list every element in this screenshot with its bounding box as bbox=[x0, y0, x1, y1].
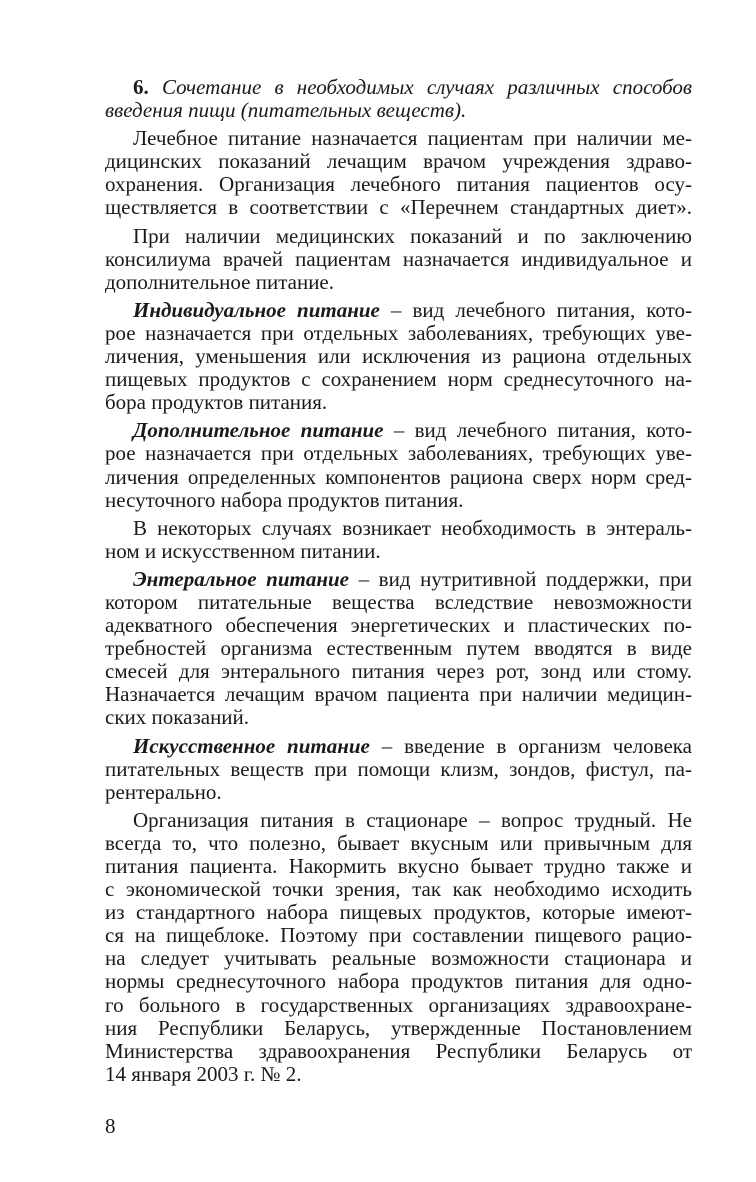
text-line: консилиума врачей пациентам назначается индивидуальное и bbox=[105, 246, 692, 271]
text-line: Министерства здравоохранения Республики Беларусь от bbox=[105, 1038, 692, 1063]
paragraph-artificial-nutrition bbox=[105, 735, 692, 804]
text-line: всегда то, что полезно, бывает вкусным или привычным для bbox=[105, 830, 692, 855]
text-line: питательных веществ при помощи клизм, зондов, фистул, па- bbox=[105, 756, 692, 781]
term: Искусственное питание bbox=[133, 733, 370, 758]
text-line: требностей организма естественным путем вводятся в виде bbox=[105, 636, 692, 661]
text-line: охранения. Организация лечебного питания пациентов осу- bbox=[105, 172, 692, 197]
text-line: 14 января 2003 г. № 2. bbox=[105, 1061, 302, 1086]
text-line: на следует учитывать реальные возможности стационара и bbox=[105, 946, 692, 971]
text-line: ся на пищеблоке. Поэтому при составлении пищевого рацио- bbox=[105, 923, 692, 948]
text-line: Назначается лечащим врачом пациента при наличии медицин- bbox=[105, 682, 692, 707]
text-line: ществляется в соответствии с «Перечнем стандартных диет». bbox=[105, 195, 692, 220]
text-line: ских показаний. bbox=[105, 705, 250, 730]
text-line: го больного в государственных организациях здравоохране- bbox=[105, 992, 692, 1017]
item-number: 6. bbox=[133, 75, 149, 99]
text-line: с экономической точки зрения, так как необходимо исходить bbox=[105, 877, 692, 902]
text-line: бора продуктов питания. bbox=[105, 390, 328, 415]
page-number: 8 bbox=[105, 1114, 116, 1138]
text-line: В некоторых случаях возникает необходимость в энтераль- bbox=[133, 515, 692, 540]
text-line: дицинских показаний лечащим врачом учреждения здраво- bbox=[105, 149, 692, 174]
paragraph bbox=[105, 127, 692, 219]
text-line: рое назначается при отдельных заболеваниях, требующих уве- bbox=[105, 441, 692, 466]
text-line: 6. Сочетание в необходимых случаях различных способов bbox=[133, 75, 692, 99]
term: Энтеральное питание bbox=[133, 566, 349, 591]
text-line: котором питательные вещества вследствие невозможности bbox=[105, 589, 692, 614]
text-line: адекватного обеспечения энергетических и пластических по- bbox=[105, 613, 692, 638]
text-line: из стандартного набора пищевых продуктов, которые имеют- bbox=[105, 900, 692, 925]
text-line: Дополнительное питание – вид лечебного питания, кото- bbox=[133, 418, 692, 443]
text-line: Организация питания в стационаре – вопрос трудный. Не bbox=[133, 807, 692, 832]
text-line: Энтеральное питание – вид нутритивной поддержки, при bbox=[133, 566, 692, 591]
text-line: Лечебное питание назначается пациентам при наличии ме- bbox=[133, 126, 692, 151]
paragraph bbox=[105, 225, 692, 294]
term: Индивидуальное питание bbox=[133, 297, 380, 322]
text-line: Индивидуальное питание – вид лечебного питания, кото- bbox=[133, 297, 692, 322]
text-line: дополнительное питание. bbox=[105, 269, 335, 294]
text-line: нормы среднесуточного набора продуктов питания для одно- bbox=[105, 969, 692, 994]
text-line: рое назначается при отдельных заболеваниях, требующих уве- bbox=[105, 320, 692, 345]
text-line: питания пациента. Накормить вкусно бывает трудно также и bbox=[105, 854, 692, 878]
paragraph bbox=[105, 517, 692, 563]
page-body bbox=[105, 76, 692, 1086]
term: Дополнительное питание bbox=[133, 418, 384, 443]
text-line: несуточного набора продуктов питания. bbox=[105, 487, 464, 512]
text-line: смесей для энтерального питания через рот, зонд или стому. bbox=[105, 659, 692, 684]
text-line: рентерально. bbox=[105, 779, 222, 804]
text-line: ния Республики Беларусь, утвержденные Постановлением bbox=[105, 1015, 692, 1040]
paragraph-enteral-nutrition bbox=[105, 568, 692, 730]
text-line: Искусственное питание – введение в организм человека bbox=[133, 733, 692, 758]
paragraph-item-6 bbox=[105, 76, 692, 122]
paragraph-additional-nutrition bbox=[105, 419, 692, 511]
text-line: При наличии медицинских показаний и по заключению bbox=[133, 223, 692, 248]
paragraph bbox=[105, 809, 692, 1086]
paragraph-individual-nutrition bbox=[105, 299, 692, 414]
text-line: введения пищи (питательных веществ). bbox=[105, 98, 467, 123]
text-line: личения определенных компонентов рациона сверх норм сред- bbox=[105, 464, 692, 489]
text-line: ном и искусственном питании. bbox=[105, 538, 381, 563]
text-line: пищевых продуктов с сохранением норм среднесуточного на- bbox=[105, 367, 692, 392]
text-line: личения, уменьшения или исключения из рациона отдельных bbox=[105, 344, 692, 369]
